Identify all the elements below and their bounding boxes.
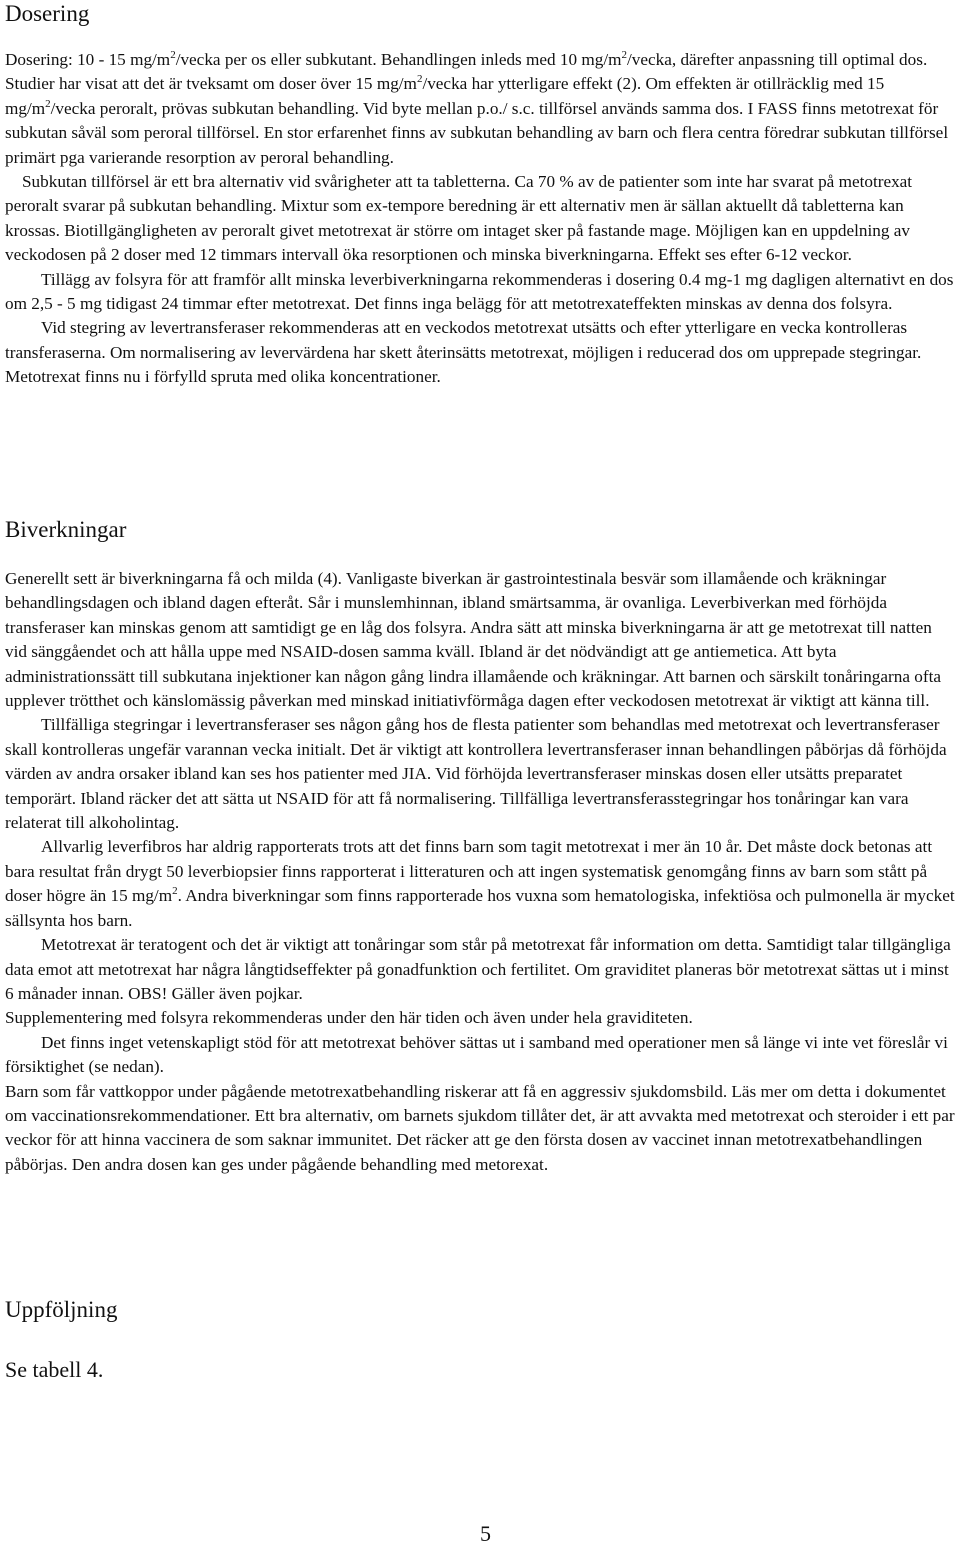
dosering-paragraph-3: Tillägg av folsyra för att framför allt minska leverbiverkningarna rekommenderas i dosering 0.4 mg-1 mg dagligen alternativt en dos om 2,5 - 5 mg tidigast 24 timmar efter metotrexat. Det finns inga belägg för att metotrexateffekten minskas av denna dos folsyra. [5,269,954,314]
dosering-paragraph-5: Metotrexat finns nu i förfylld spruta med olika koncentrationer. [5,367,441,387]
heading-dosering: Dosering [5,1,90,26]
superscript: 2 [170,49,176,61]
biverkningar-paragraph-4: Metotrexat är teratogent och det är viktigt att tonåringar som står på metotrexat får information om detta. Samtidigt talar tillgängliga data emot att metotrexat har några långtidseffekter på gonadfunktion och fertilitet. Om graviditet planeras bör metotrexat sättas ut i minst 6 månader innan. OBS! Gäller även pojkar. [5,935,951,1003]
dosering-paragraph-4: Vid stegring av levertransferaser rekommenderas att en veckodos metotrexat utsätts och efter ytterligare en vecka kontrolleras transferaserna. Om normalisering av levervärdena har skett återinsätts metotrexat, möjligen i reducerad dos om upprepade stegringar. [5,318,922,362]
biverkningar-paragraph-7: Barn som får vattkoppor under pågående metotrexatbehandling riskerar att få en aggressiv sjukdomsbild. Läs mer om detta i dokumentet om vaccinationsrekommendationer. Ett bra alternativ, om barnets sjukdom tillåter det, är att avvakta med metotrexat och steroider i ett par veckor för att hinna vaccinera de som saknar immunitet. Det räcker att ge den första dosen av vaccinet innan metotrexatbehandlingen påbörjas. Den andra dosen kan ges under pågående behandling med metorexat. [5,1081,955,1174]
biverkningar-paragraph-6: Det finns inget vetenskapligt stöd för att metotrexat behöver sättas ut i samband med operationer men så länge vi inte vet föreslår vi försiktighet (se nedan). [5,1032,948,1077]
dosering-paragraph-1: Dosering: 10 - 15 $mg/m^2$/vecka per os eller subkutant. Behandlingen inleds med 10 $mg/m^2$/vecka, därefter anpassning till optimal dos. Studier har visat att det är tveksamt om doser över 15 $mg/m^2$/vecka har ytterligare effekt (2). Om effekten är otillräcklig med 15 $mg/m^2$/vecka peroralt, prövas subkutan behandling. Vid byte mellan p.o./ s.c. tillförsel används samma dos. I FASS finns metotrexat för subkutan såväl som peroral tillförsel. En stor erfarenhet finns av subkutan behandling av barn och flera centra föredrar subkutan tillförsel primärt pga varierande resorption av peroral behandling. [5,49,949,167]
biverkningar-paragraph-3: Allvarlig leverfibros har aldrig rapporterats trots att det finns barn som tagit metotrexat i mer än 10 år. Det måste dock betonas att bara resultat från drygt 50 leverbiopsier finns rapporterat i litteraturen och att ingen systematisk genomgång finns av barn som stått på doser högre än 15 $mg/m^2$. Andra biverkningar som finns rapporterade hos vuxna som hematologiska, infektiösa och pulmonella är mycket sällsynta hos barn. [5,837,955,930]
section-dosering [5,48,955,390]
section-biverkningar [5,567,955,1177]
biverkningar-paragraph-2: Tillfälliga stegringar i levertransferaser ses någon gång hos de flesta patienter som behandlas med metotrexat och levertransferaser skall kontrolleras ungefär varannan vecka initialt. Det är viktigt att kontrollera levertransferaser innan behandlingen påbörjas då förhöjda värden av andra orsaker ibland kan ses hos patienter med JIA. Vid förhöjda levertransferaser minskas dosen eller utsätts preparatet temporärt. Ibland räcker det att sätta ut NSAID för att få normalisering. Tillfälliga levertransferasstegringar hos tonåringar kan vara relaterat till alkoholintag. [5,715,947,833]
heading-biverkningar: Biverkningar [5,517,127,542]
superscript: 2 [172,885,178,898]
biverkningar-paragraph-1: Generellt sett är biverkningarna få och milda (4). Vanligaste biverkan är gastrointestinala besvär som illamående och kräkningar behandlingsdagen och ibland dagen efteråt. Sår i munslemhinnan, ibland smärtsamma, är ovanliga. Leverbiverkan med förhöjda transferaser kan minskas genom att samtidigt ge en låg dos folsyra. Andra sätt att minska biverkningarna är att ge metotrexat till natten vid sänggåendet och att hålla uppe med NSAID-dosen samma kväll. Ibland är det nödvändigt att ge antiemetica. Att byta administrationssätt till subkutana injektioner kan någon gång lindra illamående och kräkningar. Att barnen och särskilt tonåringarna ofta upplever trötthet och känslomässig påverkan med minskad initiativförmåga dagen efter veckodosen metotrexat är viktigt att känna till. [5,569,941,711]
uppfoljning-text: Se tabell 4. [5,1357,104,1382]
superscript: 2 [416,73,423,86]
biverkningar-paragraph-5: Supplementering med folsyra rekommenderas under den här tiden och även under hela graviditeten. [5,1008,693,1028]
superscript: 2 [45,97,51,110]
heading-uppfoljning: Uppföljning [5,1297,118,1322]
superscript: 2 [621,49,628,61]
dosering-paragraph-2: Subkutan tillförsel är ett bra alternativ vid svårigheter att ta tabletterna. Ca 70 % av de patienter som inte har svarat på metotrexat peroralt svarar på subkutan behandling. Mixtur som ex-tempore beredning är ett alternativ men är sällan aktuellt då tabletterna kan krossas. Biotillgängligheten av peroralt givet metotrexat är större om intaget sker på fastande mage. Möjligen kan en uppdelning av veckodosen på 2 doser med 12 timmars intervall öka resorptionen och minska biverkningarna. Effekt ses efter 6-12 veckor. [5,172,913,265]
page-number: 5 [480,1521,491,1546]
